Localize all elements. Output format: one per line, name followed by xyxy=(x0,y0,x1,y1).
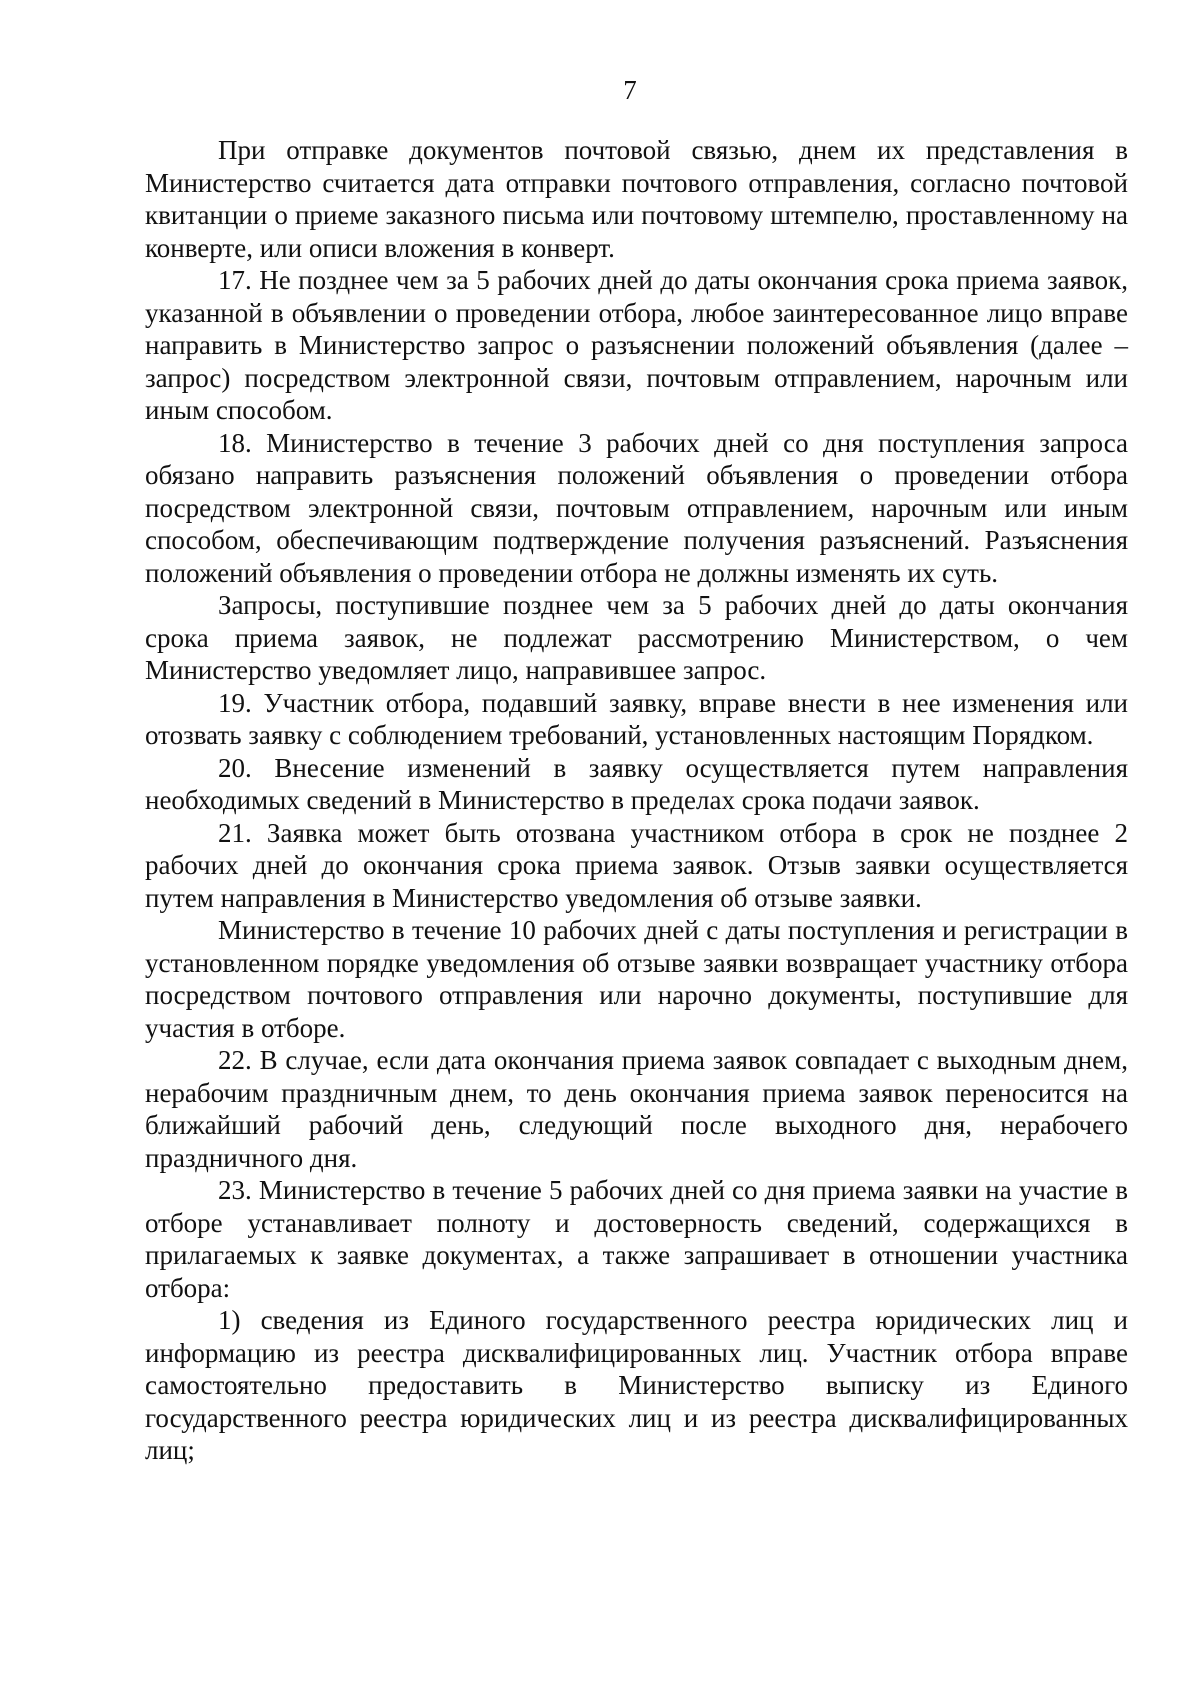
paragraph-21: 21. Заявка может быть отозвана участником отбора в срок не позднее 2 рабочих дней до окончания срока приема заявок. Отзыв заявки осуществляется путем направления в Министерство уведомления об отзыве заявки. xyxy=(145,817,1128,913)
paragraph-17: 17. Не позднее чем за 5 рабочих дней до даты окончания срока приема заявок, указанной в объявлении о проведении отбора, любое заинтересованное лицо вправе направить в Министерство запрос о разъяснении положений объявления (далее – запрос) посредством электронной связи, почтовым отправлением, нарочным или иным способом. xyxy=(145,265,1128,425)
paragraph-18: 18. Министерство в течение 3 рабочих дней со дня поступления запроса обязано направить разъяснения положений объявления о проведении отбора посредством электронной связи, почтовым отправлением, нарочным или иным способом, обеспечивающим подтверждение получения разъяснений. Разъяснения положений объявления о проведении отбора не должны изменять их суть. xyxy=(145,427,1128,588)
paragraph-late-requests: Запросы, поступившие позднее чем за 5 рабочих дней до даты окончания срока приема заявок, не подлежат рассмотрению Министерством, о чем Министерство уведомляет лицо, направившее запрос. xyxy=(145,590,1128,685)
paragraph-postal-submission: При отправке документов почтовой связью, днем их представления в Министерство считается дата отправки почтового отправления, согласно почтовой квитанции о приеме заказного письма или почтовому штемпелю, проставленному на конверте, или описи вложения в конверт. xyxy=(145,135,1128,263)
document-body xyxy=(145,134,1128,1467)
page-number: 7 xyxy=(623,75,637,105)
paragraph-23-item-1: 1) сведения из Единого государственного реестра юридических лиц и информацию из реестра дисквалифицированных лиц. Участник отбора вправе самостоятельно предоставить в Министерство выписку из Единого государственного реестра юридических лиц и из реестра дисквалифицированных лиц; xyxy=(145,1305,1128,1465)
paragraph-23: 23. Министерство в течение 5 рабочих дней со дня приема заявки на участие в отборе устанавливает полноту и достоверность сведений, содержащихся в прилагаемых к заявке документах, а также запрашивает в отношении участника отбора: xyxy=(145,1175,1128,1303)
paragraph-20: 20. Внесение изменений в заявку осуществляется путем направления необходимых сведений в Министерство в пределах срока подачи заявок. xyxy=(145,752,1128,815)
paragraph-22: 22. В случае, если дата окончания приема заявок совпадает с выходным днем, нерабочим праздничным днем, то день окончания приема заявок переносится на ближайший рабочий день, следующий после выходного дня, нерабочего праздничного дня. xyxy=(145,1045,1128,1173)
paragraph-19: 19. Участник отбора, подавший заявку, вправе внести в нее изменения или отозвать заявку с соблюдением требований, установленных настоящим Порядком. xyxy=(145,687,1128,750)
paragraph-withdrawal-return: Министерство в течение 10 рабочих дней с даты поступления и регистрации в установленном порядке уведомления об отзыве заявки возвращает участнику отбора посредством почтового отправления или нарочно документы, поступившие для участия в отборе. xyxy=(145,915,1128,1043)
